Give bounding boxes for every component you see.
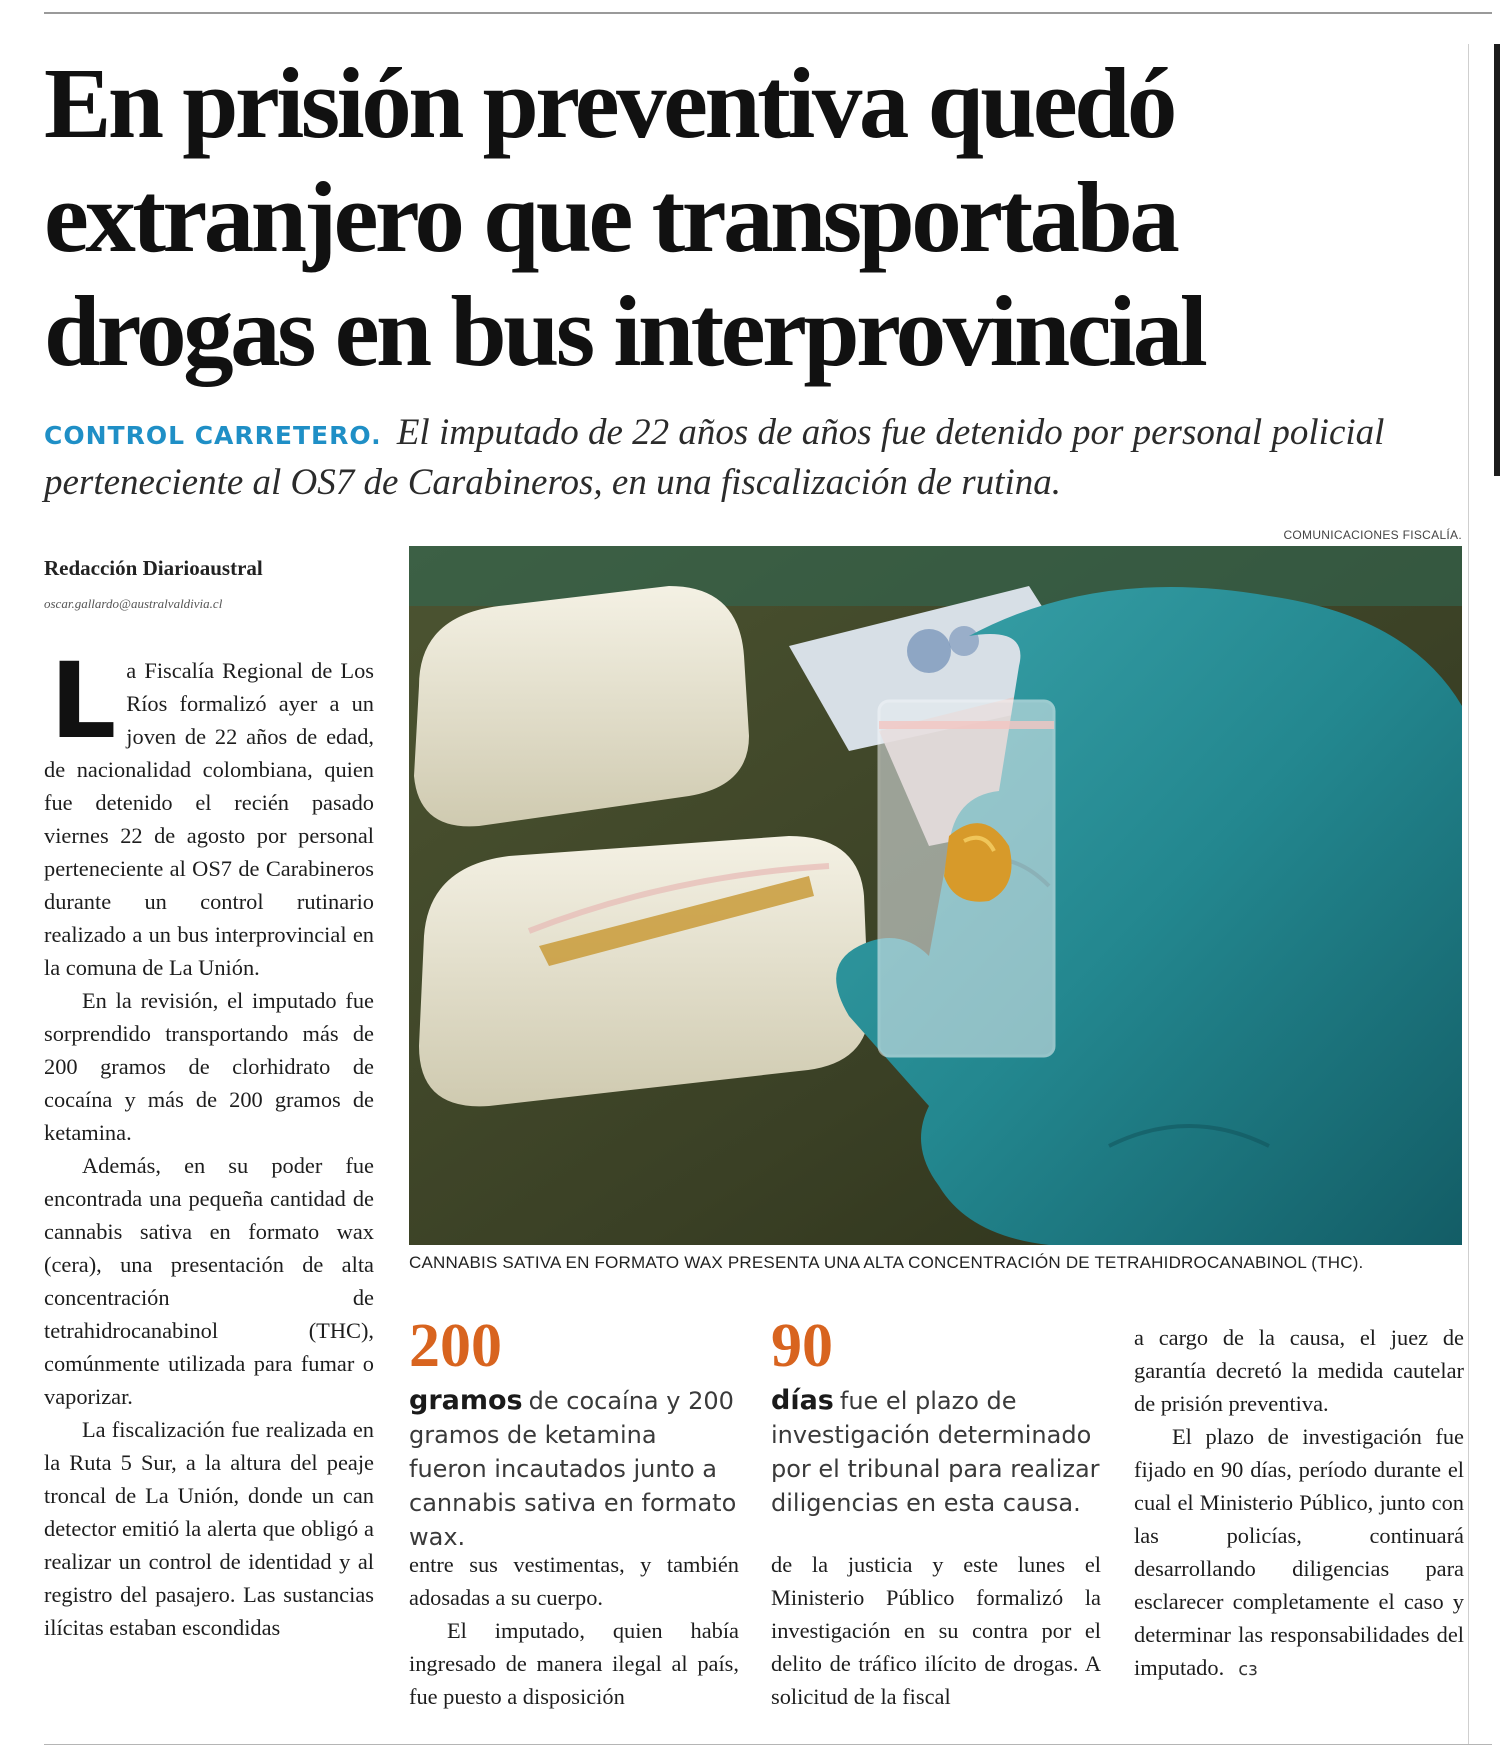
deck bbox=[44, 408, 1464, 507]
body-paragraph: El plazo de investigación fue fijado en 90 días, período durante el cual el Ministerio Público, junto con las policías, continuará desarrollando diligencias para esclarecer completamente el caso y determinar las responsabilidades del imputado. cз bbox=[1134, 1424, 1464, 1680]
body-paragraph: En la revisión, el imputado fue sorprendido transportando más de 200 gramos de clorhidrato de cocaína y más de 200 gramos de ketamina. bbox=[44, 988, 374, 1145]
body-paragraph: de la justicia y este lunes el Ministerio Público formalizó la investigación en su contra por el delito de tráfico ilícito de drogas. A solicitud de la fiscal bbox=[771, 1552, 1101, 1709]
body-paragraph: La fiscalización fue realizada en la Ruta 5 Sur, a la altura del peaje troncal de La Unión, donde un can detector emitió la alerta que obligó a realizar un control de identidad y al registro del pasajero. Las sustancias ilícitas estaban escondidas bbox=[44, 1417, 374, 1640]
stat-number: 200 bbox=[409, 1312, 502, 1380]
deck-text: El imputado de 22 años de años fue detenido por personal policial perteneciente al OS7 de Carabineros, en una fiscalización de rutina. bbox=[44, 412, 1385, 503]
adjacent-page-strip bbox=[1494, 44, 1500, 476]
news-photo bbox=[409, 546, 1462, 1245]
deck-kicker: CONTROL CARRETERO. bbox=[44, 421, 382, 450]
body-column-2 bbox=[409, 1548, 739, 1713]
byline-email: oscar.gallardo@australvaldivia.cl bbox=[44, 596, 223, 611]
stat-description: gramos de cocaína y 200 gramos de ketamina fueron incautados junto a cannabis sativa en formato wax. bbox=[409, 1385, 737, 1551]
end-mark-icon: cз bbox=[1238, 1659, 1258, 1680]
body-paragraph: Además, en su poder fue encontrada una pequeña cantidad de cannabis sativa en formato wax (cera), una presentación de alta concentración de tetrahidrocanabinol (THC), comúnmente utilizada para fumar o vaporizar. bbox=[44, 1153, 374, 1409]
white-package-lower bbox=[419, 836, 869, 1106]
stat-number: 90 bbox=[771, 1312, 833, 1380]
column-divider bbox=[1468, 44, 1469, 1744]
drop-cap: L bbox=[50, 640, 117, 762]
top-rule bbox=[44, 12, 1492, 14]
stat-description: días fue el plazo de investigación determinado por el tribunal para realizar diligencias en esta causa. bbox=[771, 1385, 1100, 1517]
body-paragraph: El imputado, quien había ingresado de manera ilegal al país, fue puesto a disposición bbox=[409, 1618, 739, 1709]
body-column-3 bbox=[771, 1548, 1101, 1713]
body-paragraph: a cargo de la causa, el juez de garantía decretó la medida cautelar de prisión preventiva. bbox=[1134, 1325, 1464, 1416]
photo-caption: CANNABIS SATIVA EN FORMATO WAX PRESENTA UNA ALTA CONCENTRACIÓN DE TETRAHIDROCANABINOL (THC). bbox=[409, 1253, 1364, 1272]
stat-box-days bbox=[771, 1314, 1101, 1520]
body-paragraph: entre sus vestimentas, y también adosadas a su cuerpo. bbox=[409, 1552, 739, 1610]
body-paragraph: La Fiscalía Regional de Los Ríos formalizó ayer a un joven de 22 años de edad, de nacionalidad colombiana, quien fue detenido el recién pasado viernes 22 de agosto por personal perteneciente al OS7 de Carabineros durante un control rutinario realizado a un bus interprovincial en la comuna de La Unión. bbox=[44, 640, 374, 980]
body-column-1 bbox=[44, 640, 374, 1644]
byline-author: Redacción Diarioaustral bbox=[44, 556, 263, 580]
drug-evidence-photo bbox=[409, 546, 1462, 1245]
stat-box-grams bbox=[409, 1314, 739, 1554]
stat-unit: gramos bbox=[409, 1385, 523, 1416]
white-package-upper bbox=[414, 586, 749, 826]
stat-unit: días bbox=[771, 1385, 834, 1416]
bottom-rule bbox=[44, 1744, 1492, 1745]
headline: En prisión preventiva quedó extranjero que transportaba drogas en bus interprovincial bbox=[44, 47, 1205, 388]
body-column-4 bbox=[1134, 1321, 1464, 1686]
photo-credit: COMUNICACIONES FISCALÍA. bbox=[1283, 528, 1462, 542]
